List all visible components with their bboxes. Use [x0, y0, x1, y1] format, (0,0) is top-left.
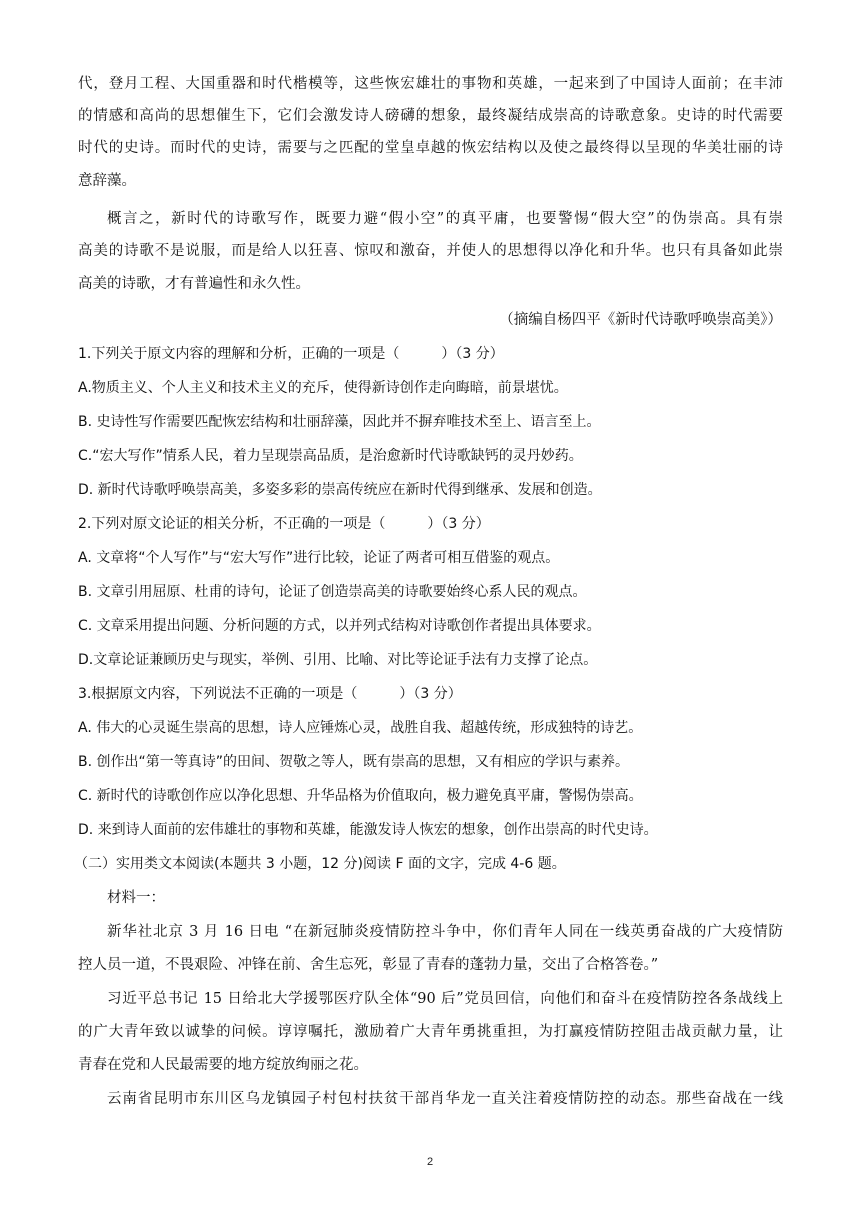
question-2-option-c: C. 文章采用提出问题、分析问题的方式，以并列式结构对诗歌创作者提出具体要求。: [78, 618, 601, 634]
question-1-option-a: A.物质主义、个人主义和技术主义的充斥，使得新诗创作走向晦暗，前景堪忧。: [78, 380, 568, 396]
paragraph-line: 习近平总书记 15 日给北大学援鄂医疗队全体“90 后”党员回信，向他们和奋斗在疫情防控各条战线上: [107, 991, 783, 1007]
question-3-stem: 3.根据原文内容，下列说法不正确的一项是（ ）（3 分）: [78, 686, 462, 702]
source-citation: （摘编自杨四平《新时代诗歌呼唤崇高美》）: [499, 312, 782, 328]
page-number: 2: [426, 1156, 434, 1168]
question-1-stem: 1.下列关于原文内容的理解和分析，正确的一项是（ ）（3 分）: [78, 346, 504, 362]
paragraph-line: 代，登月工程、大国重器和时代楷模等，这些恢宏雄壮的事物和英雄，一起来到了中国诗人面前；在丰沛: [78, 76, 783, 92]
question-2-option-d: D.文章论证兼顾历史与现实，举例、引用、比喻、对比等论证手法有力支撑了论点。: [78, 652, 598, 668]
paragraph-line: 概言之，新时代的诗歌写作，既要力避“假小空”的真平庸，也要警惕“假大空”的伪崇高。具有崇: [107, 211, 783, 227]
paragraph-line: 的广大青年致以诚挚的问候。谆谆嘱托，激励着广大青年勇挑重担，为打赢疫情防控阻击战贡献力量，让: [78, 1024, 783, 1040]
section-heading: （二）实用类文本阅读(本题共 3 小题，12 分)阅读 F 面的文字，完成 4-6 题。: [74, 856, 566, 872]
paragraph-line: 高美的诗歌不是说服，而是给人以狂喜、惊叹和激奋，并使人的思想得以净化和升华。也只有具备如此崇: [78, 243, 783, 259]
paragraph-line: 高美的诗歌，才有普遍性和永久性。: [78, 276, 310, 292]
question-2-option-a: A. 文章将“个人写作”与“宏大写作”进行比较，论证了两者可相互借鉴的观点。: [78, 550, 560, 566]
question-2-option-b: B. 文章引用屈原、杜甫的诗句，论证了创造崇高美的诗歌要始终心系人民的观点。: [78, 584, 587, 600]
question-1-option-b: B. 史诗性写作需要匹配恢宏结构和壮丽辞藻，因此并不摒弃唯技术至上、语言至上。: [78, 414, 601, 430]
question-3-option-c: C. 新时代的诗歌创作应以净化思想、升华品格为价值取向，极力避免真平庸，警惕伪崇高。: [78, 788, 643, 804]
paragraph-line: 意辞藻。: [78, 173, 136, 189]
question-3-option-d: D. 来到诗人面前的宏伟雄壮的事物和英雄，能激发诗人恢宏的想象，创作出崇高的时代史诗。: [78, 822, 658, 838]
question-2-stem: 2.下列对原文论证的相关分析，不正确的一项是（ ）（3 分）: [78, 516, 490, 532]
question-3-option-b: B. 创作出“第一等真诗”的田间、贺敬之等人，既有崇高的思想，又有相应的学识与素养。: [78, 754, 630, 770]
question-3-option-a: A. 伟大的心灵诞生崇高的思想，诗人应锤炼心灵，战胜自我、超越传统，形成独特的诗艺。: [78, 720, 643, 736]
paragraph-line: 控人员一道，不畏艰险、冲锋在前、舍生忘死，彰显了青春的蓬勃力量，交出了合格答卷。”: [78, 957, 659, 973]
question-1-option-d: D. 新时代诗歌呼唤崇高美，多姿多彩的崇高传统应在新时代得到继承、发展和创造。: [78, 482, 602, 498]
paragraph-line: 的情感和高尚的思想催生下，它们会激发诗人磅礴的想象，最终凝结成崇高的诗歌意象。史诗的时代需要: [78, 108, 783, 124]
material-label: 材料一：: [107, 890, 165, 906]
question-1-option-c: C.“宏大写作”情系人民，着力呈现崇高品质，是治愈新时代诗歌缺钙的灵丹妙药。: [78, 448, 583, 464]
paragraph-line: 新华社北京 3 月 16 日电 “在新冠肺炎疫情防控斗争中，你们青年人同在一线英勇奋战的广大疫情防: [107, 924, 783, 940]
paragraph-line: 青春在党和人民最需要的地方绽放绚丽之花。: [78, 1057, 368, 1073]
paragraph-line: 云南省昆明市东川区乌龙镇园子村包村扶贫干部肖华龙一直关注着疫情防控的动态。那些奋战在一线: [107, 1091, 783, 1107]
paragraph-line: 时代的史诗。而时代的史诗，需要与之匹配的堂皇卓越的恢宏结构以及使之最终得以呈现的华美壮丽的诗: [78, 140, 783, 156]
